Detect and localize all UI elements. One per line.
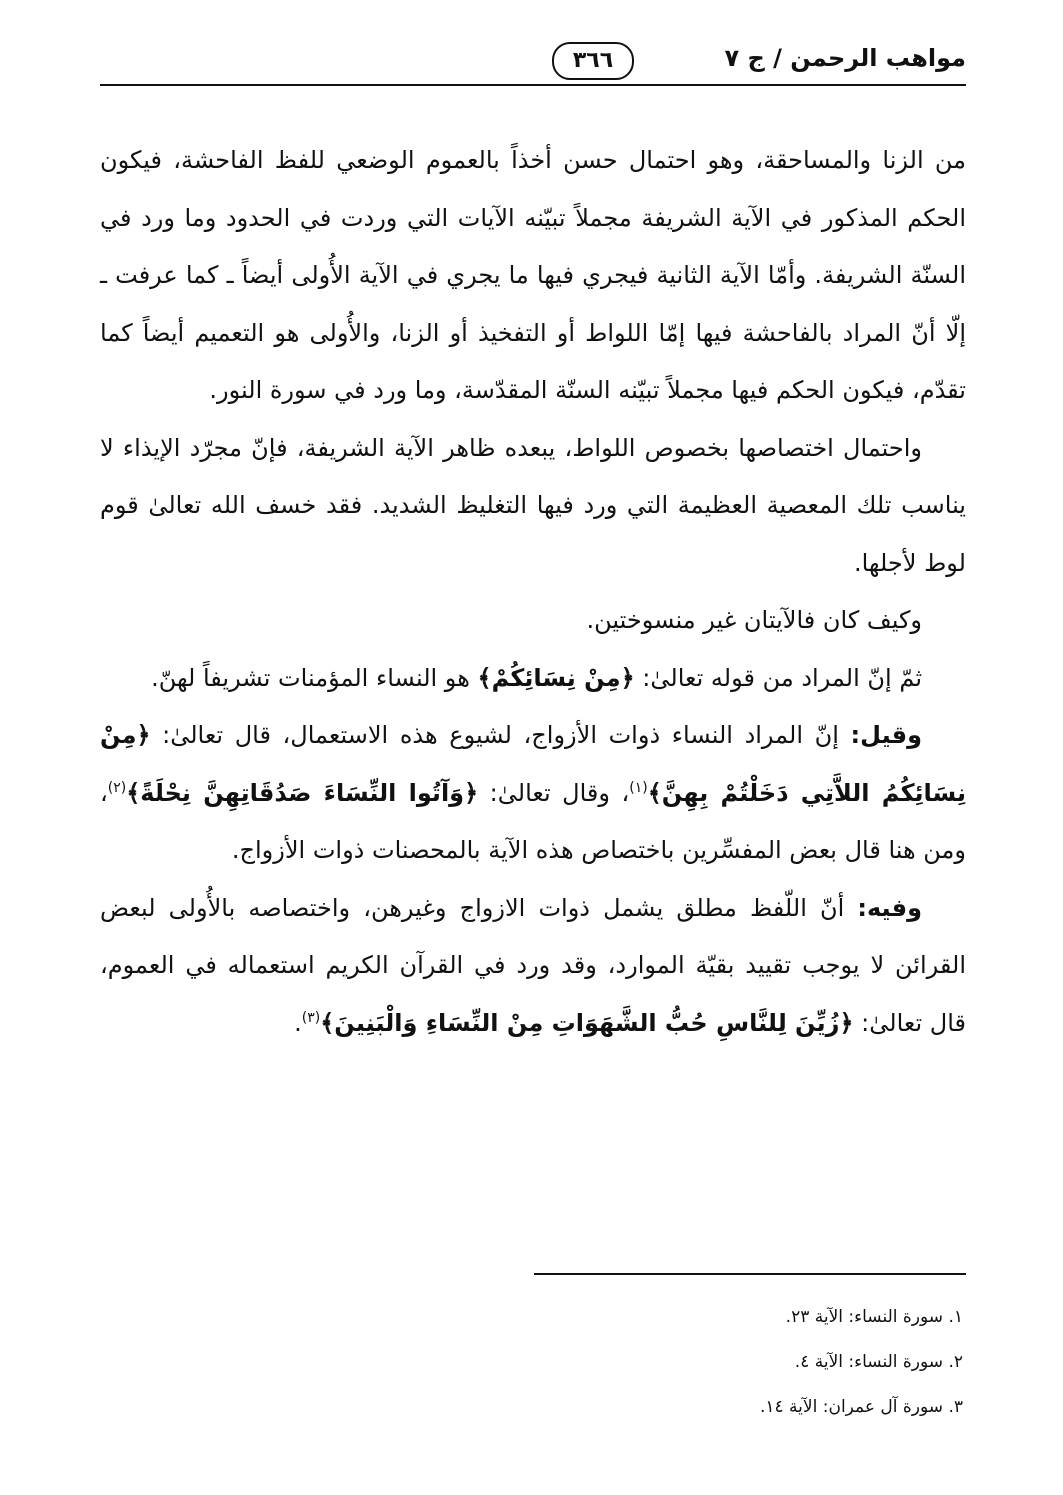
quran-text: وَآتُوا النِّسَاءَ صَدُقَاتِهِنَّ نِحْلَةً xyxy=(140,778,465,807)
text-run: ثمّ إنّ المراد من قوله تعالىٰ: xyxy=(634,663,922,692)
footnote-1: ١. سورة النساء: الآية ٢٣. xyxy=(785,1307,963,1327)
text-run: ، ومن هنا قال بعض المفسِّرين باختصاص هذه الآية بالمحصنات ذوات الأزواج. xyxy=(100,778,966,864)
header-rule xyxy=(100,84,966,86)
text-run: ، وقال تعالىٰ: xyxy=(478,778,630,807)
ornate-bracket-open: ﴿ xyxy=(464,778,479,807)
running-title: مواهب الرحمن / ج ٧ xyxy=(724,44,966,72)
paragraph-5 xyxy=(100,707,966,880)
quran-quote xyxy=(320,1009,853,1037)
footnote-ref: (٢) xyxy=(107,779,127,796)
ornate-bracket-close: ﴾ xyxy=(320,1008,335,1037)
ornate-bracket-close: ﴾ xyxy=(477,663,492,692)
ornate-bracket-open: ﴿ xyxy=(620,663,635,692)
text-run: أنّ اللّفظ مطلق يشمل ذوات الازواج وغيرهن، واختصاصه بالأُولى لبعض القرائن لا يوجب تقييد بقيّة الموارد، وقد ورد في القرآن الكريم استعماله في العموم، قال تعالىٰ: xyxy=(100,893,966,1037)
quran-text: زُيِّنَ لِلنَّاسِ حُبُّ الشَّهَوَاتِ مِنْ النِّسَاءِ وَالْبَنِينَ xyxy=(334,1008,840,1037)
footnote-3: ٣. سورة آل عمران: الآية ١٤. xyxy=(759,1397,963,1417)
ornate-bracket-close: ﴾ xyxy=(647,778,662,807)
paragraph-3: وكيف كان فالآيتان غير منسوختين. xyxy=(586,606,922,634)
main-text xyxy=(100,132,966,1052)
lead-word: وقيل: xyxy=(850,721,922,749)
paragraph-1: من الزنا والمساحقة، وهو احتمال حسن أخذاً بالعموم الوضعي للفظ الفاحشة، فيكون الحكم المذكور في الآية الشريفة مجملاً تبيّنه الآيات التي وردت في الحدود وما ورد في السنّة الشريفة. وأمّا الآية الثانية فيجري فيها ما يجري في الآية الأُولى أيضاً ـ كما عرفت ـ إلّا أنّ المراد بالفاحشة فيها إمّا اللواط أو التفخيذ أو الزنا، والأُولى هو التعميم أيضاً كما تقدّم، فيكون الحكم فيها مجملاً تبيّنه السنّة المقدّسة، وما ورد في سورة النور. xyxy=(100,146,966,404)
page-header xyxy=(100,40,966,90)
footnote-2: ٢. سورة النساء: الآية ٤. xyxy=(794,1352,963,1372)
footnote-separator xyxy=(534,1273,966,1275)
lead-word: وفيه: xyxy=(857,893,922,922)
paragraph-6 xyxy=(100,880,966,1053)
quran-quote xyxy=(478,664,635,692)
quran-text: مِنْ نِسَائِكُمْ xyxy=(491,663,621,692)
ornate-bracket-close: ﴾ xyxy=(126,778,141,807)
page-number: ٣٦٦ xyxy=(552,42,634,80)
ornate-bracket-open: ﴿ xyxy=(136,721,151,749)
quran-quote xyxy=(126,779,478,807)
paragraph-2: واحتمال اختصاصها بخصوص اللواط، يبعده ظاهر الآية الشريفة، فإنّ مجرّد الإيذاء لا يناسب تلك المعصية العظيمة التي ورد فيها التغليظ الشديد. فقد خسف الله تعالىٰ قوم لوط لأجلها. xyxy=(100,433,966,577)
footnotes xyxy=(363,1295,963,1430)
paragraph-4 xyxy=(100,650,966,708)
footnote-ref: (١) xyxy=(629,779,648,796)
quran-text: مِنْ نِسَائِكُمُ اللاَّتِي دَخَلْتُمْ بِهِنَّ xyxy=(100,721,966,807)
text-run: . xyxy=(294,1008,302,1037)
text-run: هو النساء المؤمنات تشريفاً لهنّ. xyxy=(151,663,478,692)
footnote-ref: (٣) xyxy=(301,1009,321,1026)
ornate-bracket-open: ﴿ xyxy=(839,1008,854,1037)
text-run: إنّ المراد النساء ذوات الأزواج، لشيوع هذه الاستعمال، قال تعالىٰ: xyxy=(150,721,851,749)
